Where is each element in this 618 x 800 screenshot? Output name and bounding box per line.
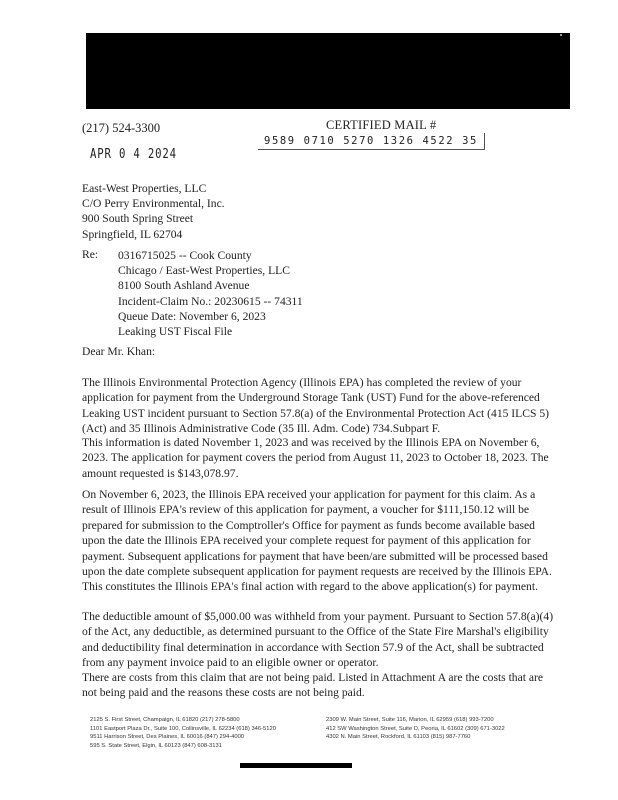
address-line: 900 South Spring Street [82, 212, 194, 226]
body-paragraph: The deductible amount of $5,000.00 was withheld from your payment. Pursuant to Section 57.8(a)(4) of the Act, any deductible, as determined pursuant to the Office of the State Fire Marshal's eligibility and deductibility final determination in accordance with Section 57.9 of the Act, shall be subtracted from any payment invoice paid to an eligible owner or operator. [82, 610, 554, 670]
re-line: Queue Date: November 6, 2023 [118, 309, 266, 323]
footer-office: 595 S. State Street, Elgin, IL 60123 (847) 608-3131 [90, 742, 222, 749]
scan-speck [560, 34, 562, 36]
re-line: Incident-Claim No.: 20230615 -- 74311 [118, 294, 303, 308]
footer-left-column [90, 716, 276, 750]
footer-office: 412 SW Washington Street, Suite D, Peoria, IL 61602 (309) 671-3022 [326, 725, 505, 732]
redacted-letterhead [86, 33, 570, 109]
address-line: East-West Properties, LLC [82, 182, 207, 195]
footer-office: 2309 W. Main Street, Suite 116, Marion, IL 62959 (618) 993-7200 [326, 717, 494, 723]
re-label: Re: [82, 248, 99, 261]
re-line: 8100 South Ashland Avenue [118, 279, 250, 293]
footer-bar [240, 763, 352, 768]
body-paragraph: The Illinois Environmental Protection Agency (Illinois EPA) has completed the review of your application for payment from the Underground Storage Tank (UST) Fund for the above-referenced Leaking UST incident pursuant to Section 57.8(a) of the Environmental Protection Act (415 ILCS 5) (Act) and 35 Illinois Administrative Code (35 Ill. Adm. Code) 734.Subpart F. [82, 376, 549, 436]
date-stamp: APR 0 4 2024 [90, 147, 177, 162]
re-line: Leaking UST Fiscal File [118, 325, 233, 339]
tracking-number: 9589 0710 5270 1326 4522 35 [258, 133, 485, 150]
footer-right-column [326, 716, 505, 742]
re-line: 0316715025 -- Cook County [118, 249, 252, 262]
footer-office: 9511 Harrison Street, Des Plaines, IL 60016 (847) 294-4000 [90, 734, 245, 741]
re-line: Chicago / East-West Properties, LLC [118, 264, 290, 278]
address-line: Springfield, IL 62704 [82, 227, 183, 241]
footer-office: 2125 S. First Street, Champaign, IL 61820 (217) 278-5800 [90, 717, 240, 723]
address-line: C/O Perry Environmental, Inc. [82, 197, 225, 211]
footer-office: 1101 Eastport Plaza Dr., Suite 100, Collinsville, IL 62234 (618) 346-5120 [90, 725, 276, 732]
recipient-address [82, 181, 225, 242]
salutation: Dear Mr. Khan: [82, 345, 156, 358]
agency-phone: (217) 524-3300 [82, 121, 161, 135]
body-paragraph: This information is dated November 1, 2023 and was received by the Illinois EPA on November 6, 2023. The application for payment covers the period from August 11, 2023 to October 18, 2023. The amount requested is $143,078.97. [82, 436, 549, 480]
re-block [118, 248, 303, 339]
certified-mail-label: CERTIFIED MAIL # [326, 118, 437, 132]
footer-office: 4302 N. Main Street, Rockford, IL 61103 (815) 987-7760 [326, 734, 471, 741]
body-paragraph: There are costs from this claim that are not being paid. Listed in Attachment A are the costs that are not being paid and the reasons these costs are not being paid. [82, 671, 544, 700]
body-paragraph: On November 6, 2023, the Illinois EPA received your application for payment for this claim. As a result of Illinois EPA's review of this application for payment, a voucher for $111,150.12 will be prepared for submission to the Comptroller's Office for payment as funds become available based upon the date the Illinois EPA received your complete request for payment of this application for payment. Subsequent applications for payment that have been/are submitted will be processed based upon the date complete subsequent application for payment requests are received by the Illinois EPA. This constitutes the Illinois EPA's final action with regard to the above application(s) for payment. [82, 488, 552, 594]
